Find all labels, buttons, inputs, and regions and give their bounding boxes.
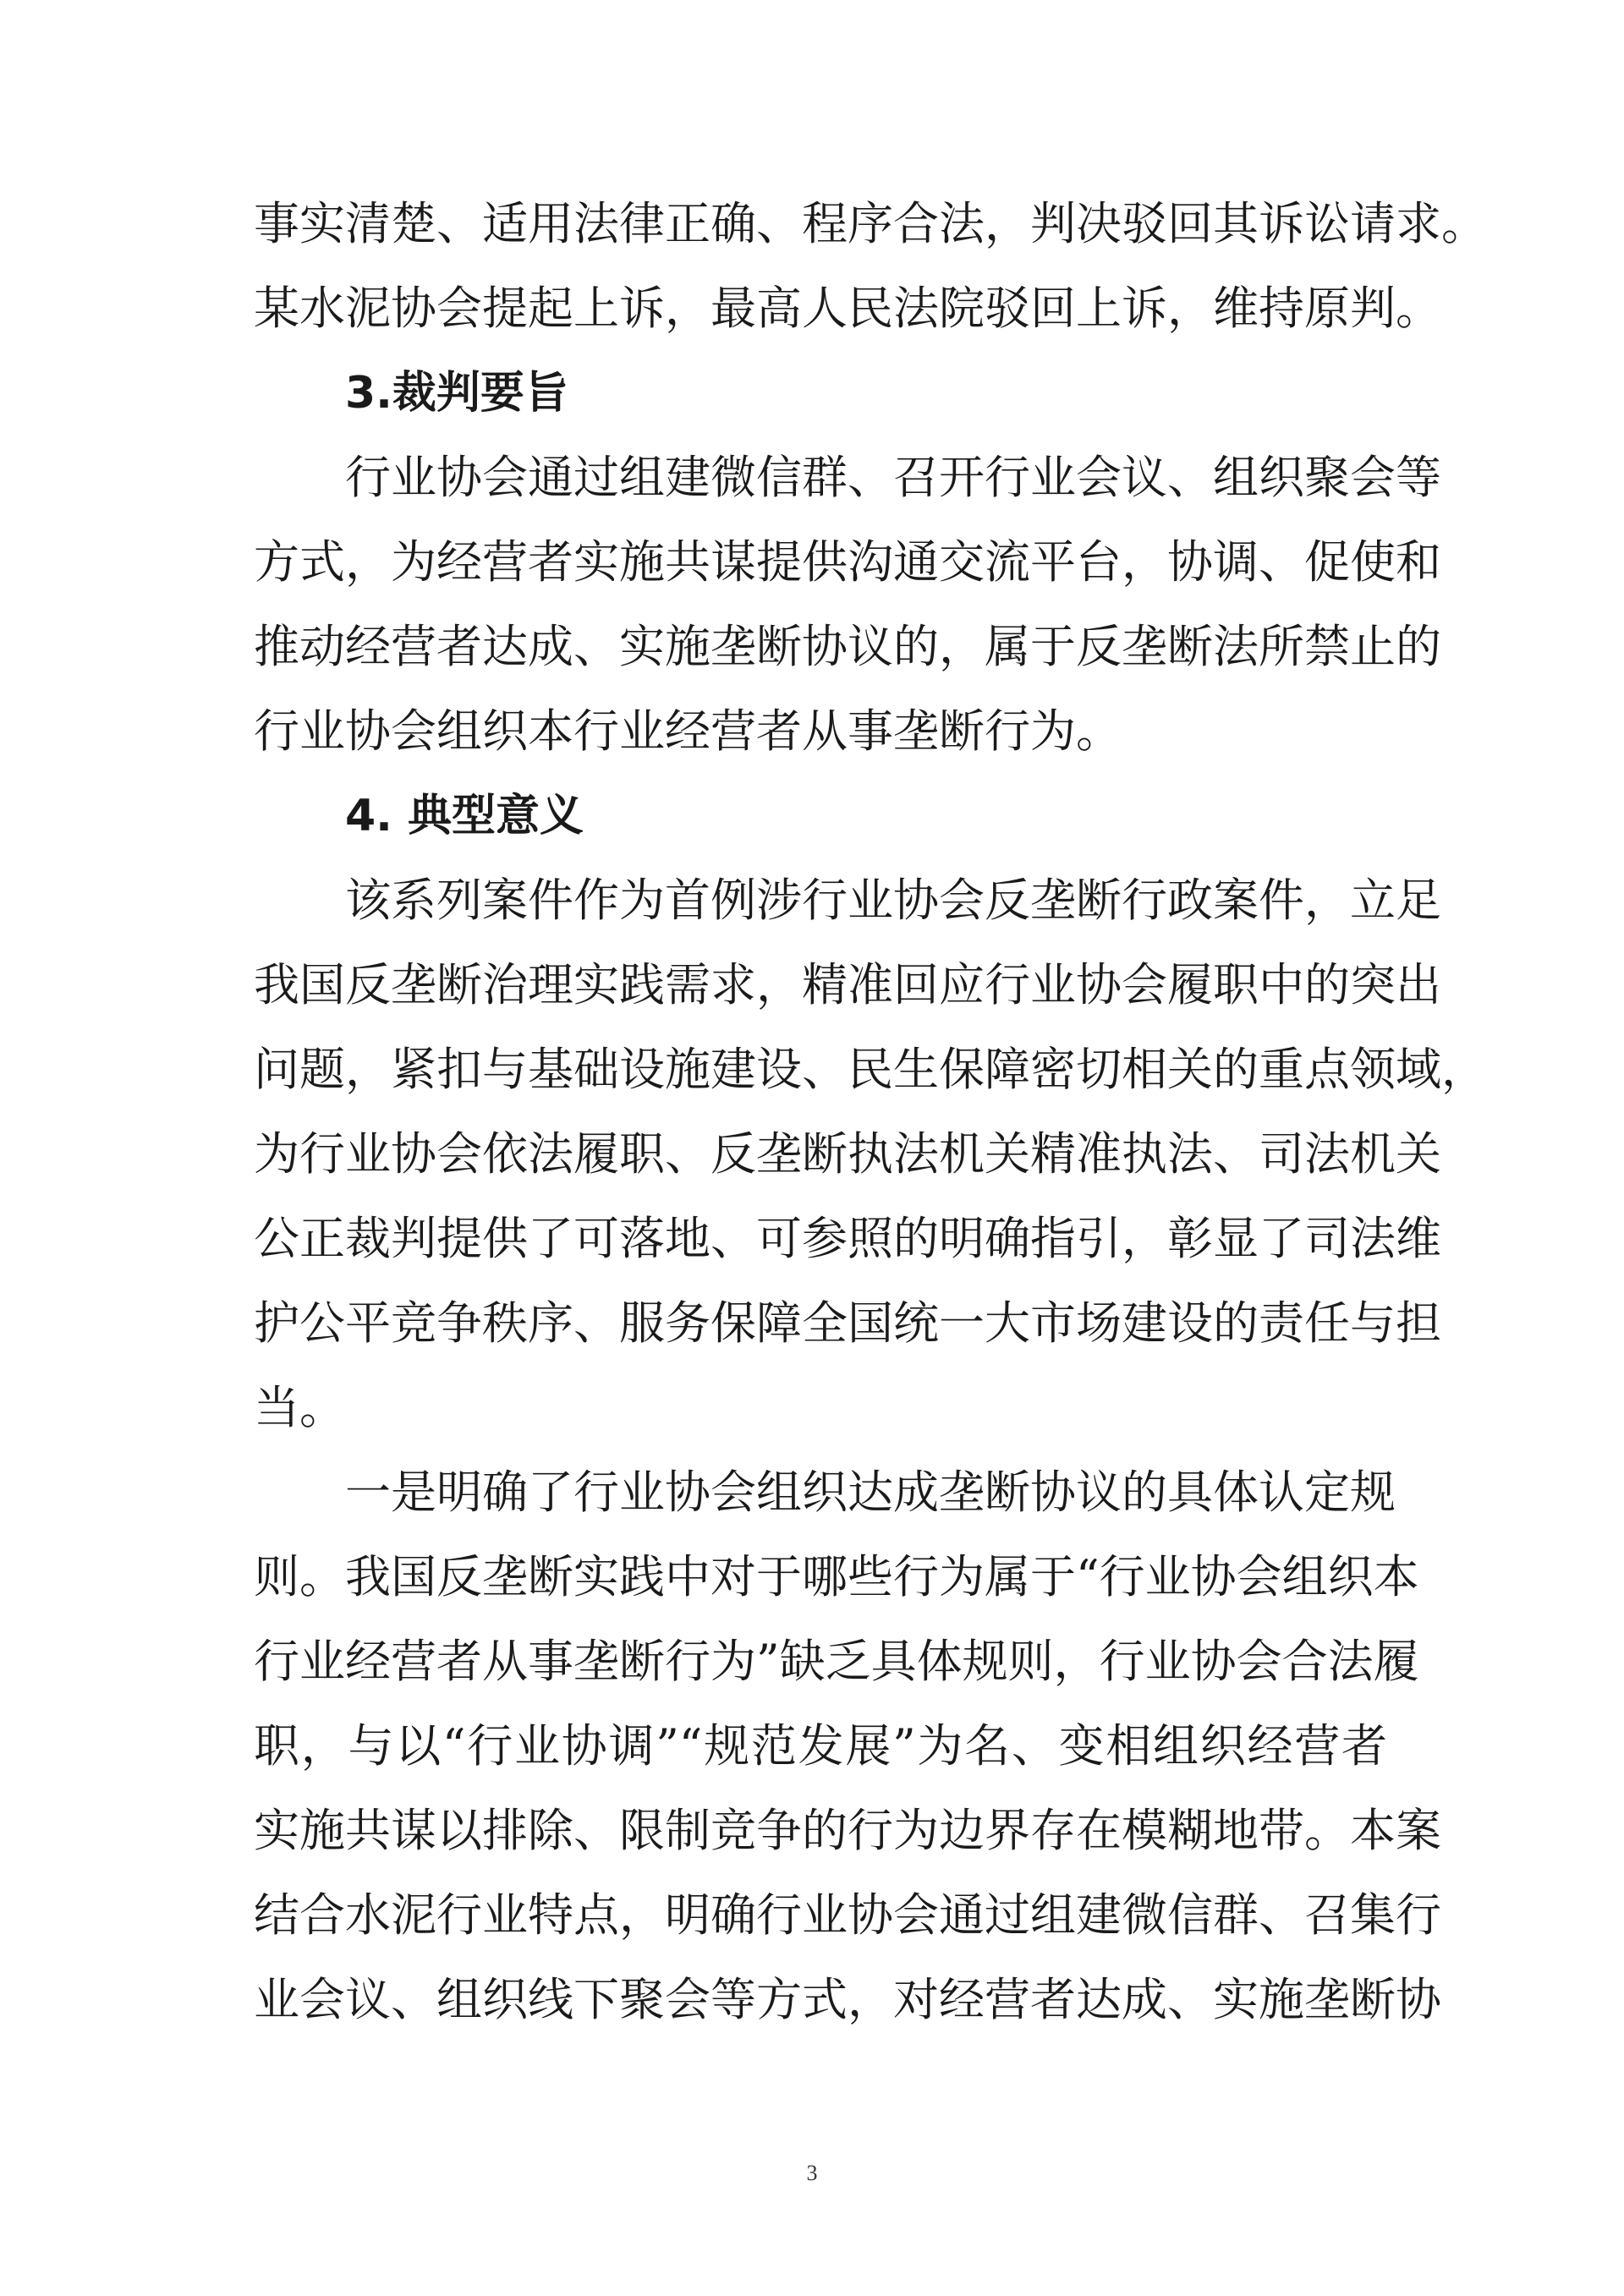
text-line: 当。 — [254, 1381, 345, 1434]
text-line: 行业协会组织本行业经营者从事垄断行为。 — [254, 704, 1122, 758]
text-line: 该系列案件作为首例涉行业协会反垄断行政案件，立足 — [345, 874, 1441, 927]
text-line: 职，与以“行业协调”“规范发展”为名、变相组织经营者 — [254, 1719, 1387, 1773]
section-heading-significance: 4. 典型意义 — [345, 791, 584, 841]
text-line: 护公平竞争秩序、服务保障全国统一大市场建设的责任与担 — [254, 1296, 1441, 1350]
text-line: 我国反垄断治理实践需求，精准回应行业协会履职中的突出 — [254, 958, 1441, 1011]
text-line: 行业协会通过组建微信群、召开行业会议、组织聚会等 — [345, 451, 1441, 504]
text-line: 实施共谋以排除、限制竞争的行为边界存在模糊地带。本案 — [254, 1804, 1441, 1857]
text-line: 结合水泥行业特点，明确行业协会通过组建微信群、召集行 — [254, 1888, 1441, 1942]
text-line: 方式，为经营者实施共谋提供沟通交流平台，协调、促使和 — [254, 535, 1441, 589]
text-line: 行业经营者从事垄断行为”缺乏具体规则，行业协会合法履 — [254, 1635, 1419, 1688]
text-line: 业会议、组织线下聚会等方式，对经营者达成、实施垄断协 — [254, 1973, 1441, 2026]
text-line: 为行业协会依法履职、反垄断执法机关精准执法、司法机关 — [254, 1127, 1441, 1181]
text-line: 一是明确了行业协会组织达成垄断协议的具体认定规 — [345, 1466, 1396, 1519]
text-line: 推动经营者达成、实施垄断协议的，属于反垄断法所禁止的 — [254, 620, 1441, 673]
text-line: 某水泥协会提起上诉，最高人民法院驳回上诉，维持原判。 — [254, 282, 1441, 335]
page-number: 3 — [806, 2161, 818, 2185]
document-body — [254, 182, 1487, 2042]
text-line: 问题，紧扣与基础设施建设、民生保障密切相关的重点领域， — [254, 1043, 1487, 1096]
text-line: 则。我国反垄断实践中对于哪些行为属于“行业协会组织本 — [254, 1550, 1419, 1603]
text-line: 事实清楚、适用法律正确、程序合法，判决驳回其诉讼请求。 — [254, 197, 1487, 250]
section-heading-ruling-gist: 3.裁判要旨 — [345, 368, 568, 419]
text-line: 公正裁判提供了可落地、可参照的明确指引，彰显了司法维 — [254, 1212, 1441, 1265]
